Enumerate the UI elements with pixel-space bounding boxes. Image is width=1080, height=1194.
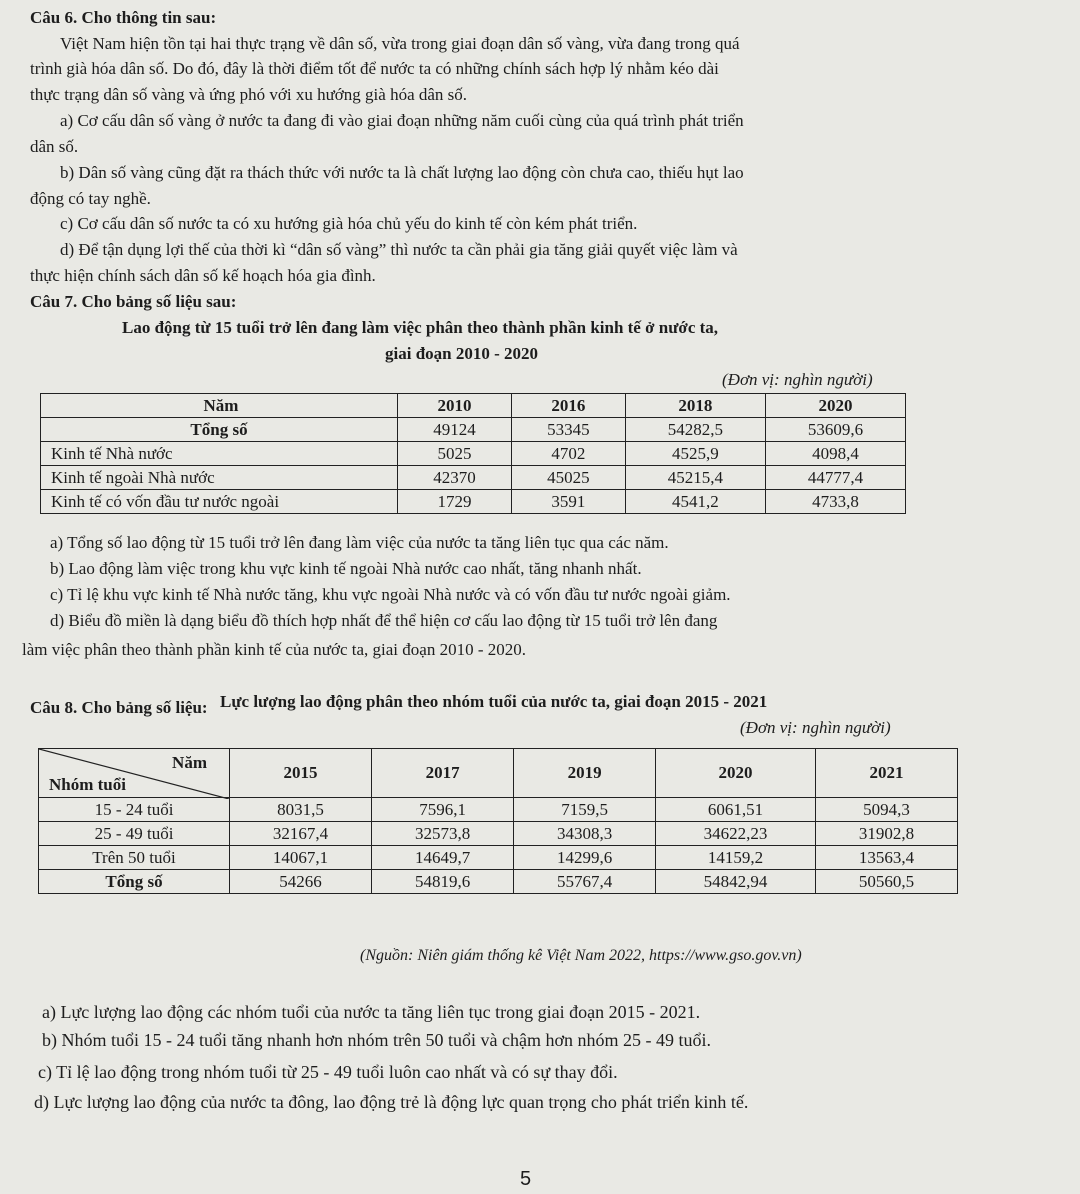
table-row <box>41 490 906 514</box>
year-header: 2019 <box>514 749 656 798</box>
row-label: Tổng số <box>41 418 398 442</box>
q7-data-table <box>40 393 906 514</box>
question-6-title: Câu 6. Cho thông tin sau: <box>30 8 217 27</box>
year-header: 2010 <box>398 394 512 418</box>
row-label: Kinh tế Nhà nước <box>41 442 398 466</box>
table-row <box>41 418 906 442</box>
table-cell: 34308,3 <box>514 822 656 846</box>
table-cell: 55767,4 <box>514 870 656 894</box>
row-label: 25 - 49 tuổi <box>39 822 230 846</box>
table-header-row <box>41 394 906 418</box>
year-header: 2020 <box>765 394 905 418</box>
table-cell: 8031,5 <box>230 798 372 822</box>
q7-table-title: Lao động từ 15 tuổi trở lên đang làm việc phân theo thành phần kinh tế ở nước ta, <box>122 318 719 337</box>
table-cell: 4733,8 <box>765 490 905 514</box>
table-cell: 3591 <box>511 490 625 514</box>
q8-source-note: (Nguồn: Niên giám thống kê Việt Nam 2022, https://www.gso.gov.vn) <box>360 947 802 964</box>
table-cell: 14159,2 <box>656 846 816 870</box>
q6-option-b-cont: động có tay nghề. <box>30 189 151 208</box>
corner-year-label: Năm <box>172 753 207 772</box>
table-row <box>41 466 906 490</box>
q7-option-d-cont: làm việc phân theo thành phần kinh tế của nước ta, giai đoạn 2010 - 2020. <box>22 640 526 659</box>
year-header: 2017 <box>372 749 514 798</box>
table-cell: 6061,51 <box>656 798 816 822</box>
q8-option-a: a) Lực lượng lao động các nhóm tuổi của nước ta tăng liên tục trong giai đoạn 2015 - 2021. <box>42 1002 701 1022</box>
table-cell: 44777,4 <box>765 466 905 490</box>
table-cell: 45025 <box>511 466 625 490</box>
q8-option-b: b) Nhóm tuổi 15 - 24 tuổi tăng nhanh hơn nhóm trên 50 tuổi và chậm hơn nhóm 25 - 49 tuổi. <box>42 1030 711 1050</box>
table-cell: 42370 <box>398 466 512 490</box>
table-cell: 7596,1 <box>372 798 514 822</box>
q6-option-d: d) Để tận dụng lợi thế của thời kì “dân số vàng” thì nước ta cần phải gia tăng giải quyết việc làm và <box>60 240 738 259</box>
q6-option-d-cont: thực hiện chính sách dân số kế hoạch hóa gia đình. <box>30 266 376 285</box>
table-cell: 5094,3 <box>815 798 957 822</box>
table-header-row <box>39 749 958 798</box>
q6-paragraph-line: trình già hóa dân số. Do đó, đây là thời điểm tốt để nước ta có những chính sách hợp lý nhằm kéo dài <box>30 59 719 78</box>
table-row <box>39 798 958 822</box>
row-label: Tổng số <box>39 870 230 894</box>
table-row <box>41 442 906 466</box>
table-cell: 13563,4 <box>815 846 957 870</box>
table-cell: 54266 <box>230 870 372 894</box>
year-header: 2020 <box>656 749 816 798</box>
table-cell: 54282,5 <box>625 418 765 442</box>
q8-data-table <box>38 748 958 894</box>
q7-table-title-cont: giai đoạn 2010 - 2020 <box>385 344 539 363</box>
q6-option-b: b) Dân số vàng cũng đặt ra thách thức với nước ta là chất lượng lao động còn chưa cao, thiếu hụt lao <box>60 163 744 182</box>
q6-option-c: c) Cơ cấu dân số nước ta có xu hướng già hóa chủ yếu do kinh tế còn kém phát triển. <box>60 214 638 233</box>
table-cell: 4098,4 <box>765 442 905 466</box>
q8-unit-note: (Đơn vị: nghìn người) <box>740 718 891 737</box>
table-cell: 1729 <box>398 490 512 514</box>
table-cell: 5025 <box>398 442 512 466</box>
question-8-title: Câu 8. Cho bảng số liệu: <box>30 698 208 717</box>
table-cell: 53345 <box>511 418 625 442</box>
table-cell: 34622,23 <box>656 822 816 846</box>
corner-year-label: Năm <box>41 394 398 418</box>
table-cell: 31902,8 <box>815 822 957 846</box>
table-cell: 49124 <box>398 418 512 442</box>
q7-option-b: b) Lao động làm việc trong khu vực kinh tế ngoài Nhà nước cao nhất, tăng nhanh nhất. <box>50 559 642 578</box>
table-cell: 14299,6 <box>514 846 656 870</box>
table-cell: 4541,2 <box>625 490 765 514</box>
q6-paragraph-line: Việt Nam hiện tồn tại hai thực trạng về dân số, vừa trong giai đoạn dân số vàng, vừa đang trong quá <box>60 34 740 53</box>
page-number: 5 <box>520 1168 532 1190</box>
table-row <box>39 822 958 846</box>
q6-option-a: a) Cơ cấu dân số vàng ở nước ta đang đi vào giai đoạn những năm cuối cùng của quá trình phát triển <box>60 111 744 130</box>
question-7-title: Câu 7. Cho bảng số liệu sau: <box>30 292 237 311</box>
corner-header-cell <box>39 749 230 798</box>
corner-group-label: Nhóm tuổi <box>49 775 126 794</box>
q7-option-a: a) Tổng số lao động từ 15 tuổi trở lên đang làm việc của nước ta tăng liên tục qua các năm. <box>50 533 669 552</box>
table-cell: 45215,4 <box>625 466 765 490</box>
table-cell: 54842,94 <box>656 870 816 894</box>
q8-option-d: d) Lực lượng lao động của nước ta đông, lao động trẻ là động lực quan trọng cho phát triển kinh tế. <box>34 1092 749 1112</box>
q6-paragraph-line: thực trạng dân số vàng và ứng phó với xu hướng già hóa dân số. <box>30 85 468 104</box>
q8-table-title: Lực lượng lao động phân theo nhóm tuổi của nước ta, giai đoạn 2015 - 2021 <box>220 692 768 711</box>
row-label: Trên 50 tuổi <box>39 846 230 870</box>
table-cell: 50560,5 <box>815 870 957 894</box>
table-cell: 4525,9 <box>625 442 765 466</box>
table-cell: 7159,5 <box>514 798 656 822</box>
year-header: 2015 <box>230 749 372 798</box>
year-header: 2021 <box>815 749 957 798</box>
table-row <box>39 870 958 894</box>
row-label: 15 - 24 tuổi <box>39 798 230 822</box>
row-label: Kinh tế có vốn đầu tư nước ngoài <box>41 490 398 514</box>
q7-option-c: c) Tỉ lệ khu vực kinh tế Nhà nước tăng, khu vực ngoài Nhà nước và có vốn đầu tư nước ngoài giảm. <box>50 585 731 604</box>
year-header: 2018 <box>625 394 765 418</box>
table-cell: 53609,6 <box>765 418 905 442</box>
q7-unit-note: (Đơn vị: nghìn người) <box>722 370 873 389</box>
table-cell: 14067,1 <box>230 846 372 870</box>
table-cell: 54819,6 <box>372 870 514 894</box>
table-cell: 4702 <box>511 442 625 466</box>
q7-option-d: d) Biểu đồ miền là dạng biểu đồ thích hợp nhất để thể hiện cơ cấu lao động từ 15 tuổi trở lên đang <box>50 611 718 630</box>
q8-option-c: c) Tỉ lệ lao động trong nhóm tuổi từ 25 - 49 tuổi luôn cao nhất và có sự thay đổi. <box>38 1062 618 1082</box>
row-label: Kinh tế ngoài Nhà nước <box>41 466 398 490</box>
table-cell: 32167,4 <box>230 822 372 846</box>
year-header: 2016 <box>511 394 625 418</box>
table-cell: 14649,7 <box>372 846 514 870</box>
table-row <box>39 846 958 870</box>
q6-option-a-cont: dân số. <box>30 137 79 156</box>
table-cell: 32573,8 <box>372 822 514 846</box>
